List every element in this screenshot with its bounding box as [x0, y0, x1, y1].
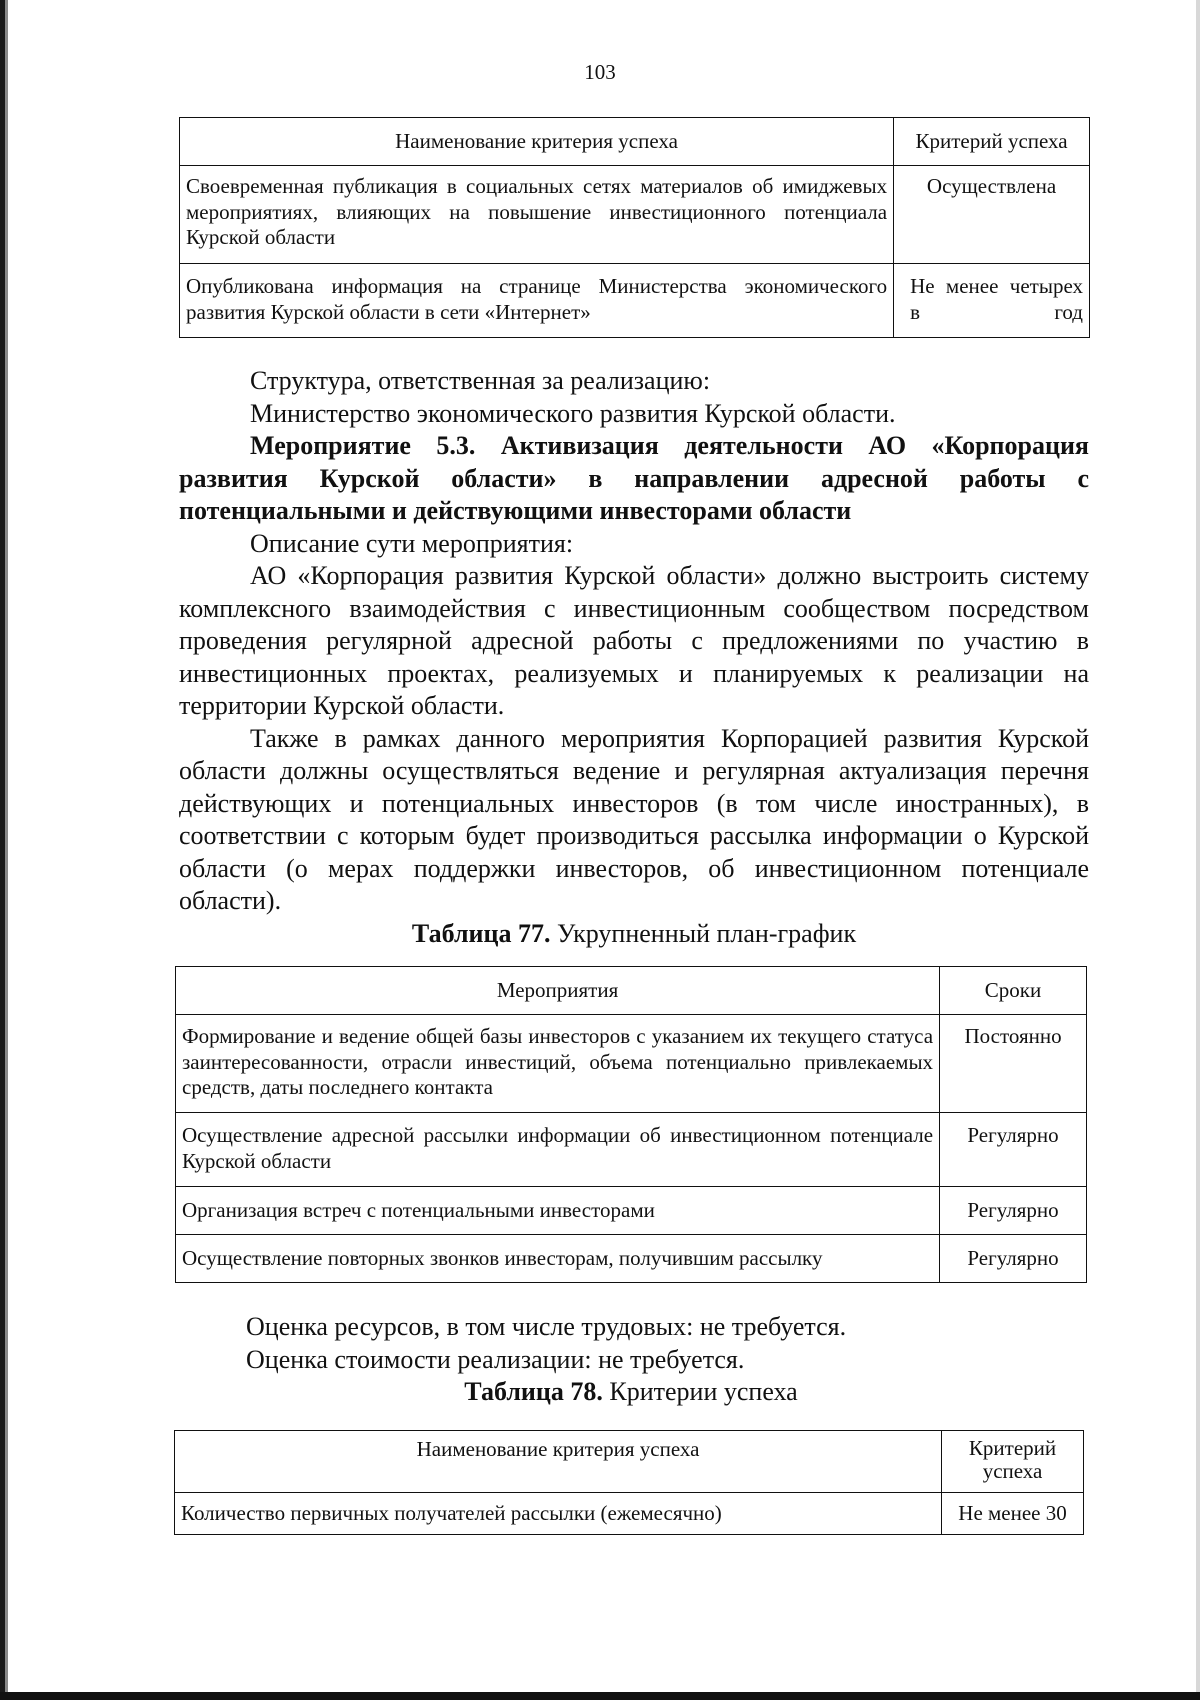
measure-title: Мероприятие 5.3. Активизация деятельности АО «Корпорация развития Курской области» в направлении адресной работы с потенциальными и действующими инвесторами области — [179, 431, 1089, 525]
activity-cell: Формирование и ведение общей базы инвесторов с указанием их текущего статуса заинтересованности, отрасли инвестиций, объема потенциально привлекаемых средств, даты последнего контакта — [176, 1015, 940, 1113]
criterion-value-cell: Не менее четырех в год — [894, 264, 1090, 338]
table-78-caption — [175, 1376, 1087, 1409]
cost-assessment: Оценка стоимости реализации: не требуется. — [246, 1344, 745, 1374]
table-row — [180, 166, 1090, 264]
table-row — [175, 1493, 1084, 1535]
scan-edge-right — [1196, 0, 1200, 1700]
column-header-criterion-value: Критерий успеха — [942, 1431, 1084, 1493]
description-paragraph-1: АО «Корпорация развития Курской области» должно выстроить систему комплексного взаимодействия с инвестиционным сообществом посредством проведения регулярной адресной работы с предложениями по участию в инвестиционных проектах, реализуемых и планируемых к реализации на территории Курской области. — [179, 561, 1089, 720]
activity-cell: Осуществление повторных звонков инвесторам, получившим рассылку — [176, 1235, 940, 1283]
term-cell: Постоянно — [940, 1015, 1087, 1113]
table-77-caption-number: Таблица 77. — [411, 918, 551, 948]
table-row — [176, 1015, 1087, 1113]
activity-cell: Организация встреч с потенциальными инвесторами — [176, 1187, 940, 1235]
criterion-name-cell: Своевременная публикация в социальных сетях материалов об имиджевых мероприятиях, влияющих на повышение инвестиционного потенциала Курской области — [180, 166, 894, 264]
table-77-caption — [179, 918, 1089, 951]
column-header-criterion-name: Наименование критерия успеха — [180, 118, 894, 166]
term-cell: Регулярно — [940, 1113, 1087, 1187]
assessment-text — [175, 1311, 1087, 1409]
column-header-activities: Мероприятия — [176, 967, 940, 1015]
criterion-name-cell: Количество первичных получателей рассылки (ежемесячно) — [175, 1493, 942, 1535]
responsible-value: Министерство экономического развития Курской области. — [250, 398, 896, 428]
table-header-row — [175, 1431, 1084, 1493]
column-header-criterion-name: Наименование критерия успеха — [175, 1431, 942, 1493]
table-77-caption-title: Укрупненный план-график — [550, 918, 857, 948]
resources-assessment: Оценка ресурсов, в том числе трудовых: не требуется. — [246, 1312, 847, 1341]
success-criteria-table — [174, 1430, 1084, 1535]
table-row — [176, 1235, 1087, 1283]
plan-schedule-table — [175, 966, 1087, 1283]
table-row — [176, 1113, 1087, 1187]
description-label: Описание сути мероприятия: — [250, 528, 574, 558]
table-row — [180, 264, 1090, 338]
criterion-value-cell: Не менее 30 — [942, 1493, 1084, 1535]
success-criteria-table-continued — [179, 117, 1090, 338]
table-78-caption-number: Таблица 78. — [464, 1377, 603, 1406]
scan-edge-bottom — [0, 1692, 1200, 1700]
table-row — [176, 1187, 1087, 1235]
term-cell: Регулярно — [940, 1235, 1087, 1283]
criterion-value-cell: Осуществлена — [894, 166, 1090, 264]
scan-edge-shadow — [5, 0, 8, 1700]
criterion-name-cell: Опубликована информация на странице Министерства экономического развития Курской области в сети «Интернет» — [180, 264, 894, 338]
responsible-label: Структура, ответственная за реализацию: — [250, 366, 711, 395]
activity-cell: Осуществление адресной рассылки информации об инвестиционном потенциале Курской области — [176, 1113, 940, 1187]
body-text — [179, 365, 1089, 950]
table-header-row — [176, 967, 1087, 1015]
page-number: 103 — [584, 60, 616, 84]
column-header-criterion-value: Критерий успеха — [894, 118, 1090, 166]
column-header-terms: Сроки — [940, 967, 1087, 1015]
term-cell: Регулярно — [940, 1187, 1087, 1235]
description-paragraph-2: Также в рамках данного мероприятия Корпорацией развития Курской области должны осуществляться ведение и регулярная актуализация перечня действующих и потенциальных инвесторов (в том числе иностранных), в соответствии с которым будет производиться рассылка информации о Курской области (о мерах поддержки инвесторов, об инвестиционном потенциале области). — [179, 723, 1089, 915]
table-78-caption-title: Критерии успеха — [602, 1377, 798, 1406]
table-header-row — [180, 118, 1090, 166]
